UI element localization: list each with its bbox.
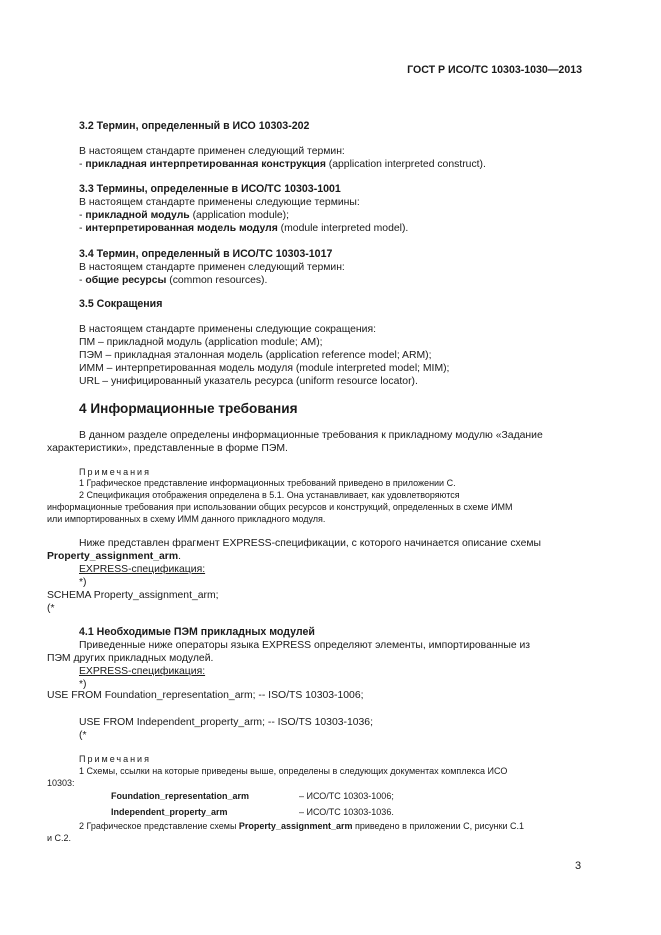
- term: общие ресурсы: [85, 275, 167, 286]
- paragraph: ПЭМ других прикладных модулей.: [47, 653, 214, 664]
- note-text: 2 Графическое представление схемы: [79, 821, 239, 831]
- paragraph: Приведенные ниже операторы языка EXPRESS определяют элементы, импортированные из: [79, 640, 531, 651]
- reference-schema: Independent_property_arm: [111, 807, 228, 817]
- note: 10303:: [47, 778, 75, 788]
- section-title: 3.5 Сокращения: [79, 298, 163, 310]
- paragraph: характеристики», представленные в форме ПЭМ.: [47, 443, 288, 454]
- term-english: (application module);: [189, 210, 290, 221]
- abbreviation-item: ПМ – прикладной модуль (application module; АМ);: [79, 337, 323, 348]
- note: 1 Схемы, ссылки на которые приведены выше, определены в следующих документах комплекса ИСО: [79, 766, 508, 776]
- notes-title: Примечания: [79, 754, 151, 764]
- code-line: *): [79, 679, 87, 690]
- page-number: 3: [575, 860, 582, 872]
- section-title: 4.1 Необходимые ПЭМ прикладных модулей: [79, 626, 315, 638]
- period: .: [178, 551, 181, 562]
- dash: -: [79, 159, 86, 170]
- schema-name: Property_assignment_arm: [47, 551, 179, 562]
- note: 2 Спецификация отображения определена в 5.1. Она устанавливает, как удовлетворяются: [79, 490, 460, 500]
- term: интерпретированная модель модуля: [85, 223, 278, 234]
- abbreviation-item: URL – унифицированный указатель ресурса (uniform resource locator).: [79, 376, 418, 387]
- code-line: (*: [79, 730, 87, 741]
- term: прикладной модуль: [85, 210, 190, 221]
- term-english: (common resources).: [166, 275, 268, 286]
- code-line: USE FROM Foundation_representation_arm; -- ISO/TS 10303-1006;: [47, 690, 364, 701]
- dash: -: [79, 275, 86, 286]
- term: прикладная интерпретированная конструкция: [85, 159, 326, 170]
- notes-title: Примечания: [79, 467, 151, 477]
- paragraph: В настоящем стандарте применен следующий термин:: [79, 262, 345, 273]
- section-title: 3.3 Термины, определенные в ИСО/ТС 10303-1001: [79, 183, 341, 195]
- section-title: 3.4 Термин, определенный в ИСО/ТС 10303-1017: [79, 248, 333, 260]
- code-line: SCHEMA Property_assignment_arm;: [47, 590, 219, 601]
- code-line: USE FROM Independent_property_arm; -- ISO/TS 10303-1036;: [79, 717, 373, 728]
- reference-schema: Foundation_representation_arm: [111, 791, 250, 801]
- note: и С.2.: [47, 833, 72, 843]
- abbreviation-item: ИММ – интерпретированная модель модуля (module interpreted model; MIM);: [79, 363, 450, 374]
- paragraph: Ниже представлен фрагмент EXPRESS-спецификации, с которого начинается описание схемы: [79, 538, 542, 549]
- document-id: ГОСТ Р ИСО/ТС 10303-1030—2013: [407, 64, 582, 76]
- dash: -: [79, 210, 86, 221]
- code-line: *): [79, 577, 87, 588]
- paragraph: В настоящем стандарте применен следующий термин:: [79, 146, 345, 157]
- section-title: 3.2 Термин, определенный в ИСО 10303-202: [79, 120, 310, 132]
- note: [79, 821, 524, 832]
- term-english: (application interpreted construct).: [325, 159, 486, 170]
- schema-name: Property_assignment_arm: [238, 821, 353, 831]
- dash: -: [79, 223, 86, 234]
- term-item: [79, 209, 289, 222]
- express-label: EXPRESS-спецификация:: [79, 666, 206, 677]
- code-line: (*: [47, 603, 55, 614]
- paragraph: В данном разделе определены информационные требования к прикладному модулю «Задание: [79, 430, 543, 441]
- reference-doc: – ИСО/ТС 10303-1036.: [299, 807, 394, 817]
- paragraph: В настоящем стандарте применены следующие термины:: [79, 197, 360, 208]
- term-item: [79, 222, 408, 235]
- paragraph: [47, 550, 181, 563]
- reference-doc: – ИСО/ТС 10303-1006;: [299, 791, 394, 801]
- note: 1 Графическое представление информационных требований приведено в приложении С.: [79, 478, 456, 488]
- abbreviation-item: ПЭМ – прикладная эталонная модель (application reference model; ARM);: [79, 350, 432, 361]
- paragraph: В настоящем стандарте применены следующие сокращения:: [79, 324, 376, 335]
- term-english: (module interpreted model).: [277, 223, 409, 234]
- express-label: EXPRESS-спецификация:: [79, 564, 206, 575]
- section-title: 4 Информационные требования: [79, 401, 298, 416]
- note-text: приведено в приложении С, рисунки С.1: [352, 821, 525, 831]
- note: информационные требования при использовании общих ресурсов и конструкций, определенных в схеме ИММ: [47, 502, 513, 512]
- term-item: [79, 274, 267, 287]
- note: или импортированных в схему ИММ данного прикладного модуля.: [47, 514, 326, 524]
- term-item: [79, 158, 486, 171]
